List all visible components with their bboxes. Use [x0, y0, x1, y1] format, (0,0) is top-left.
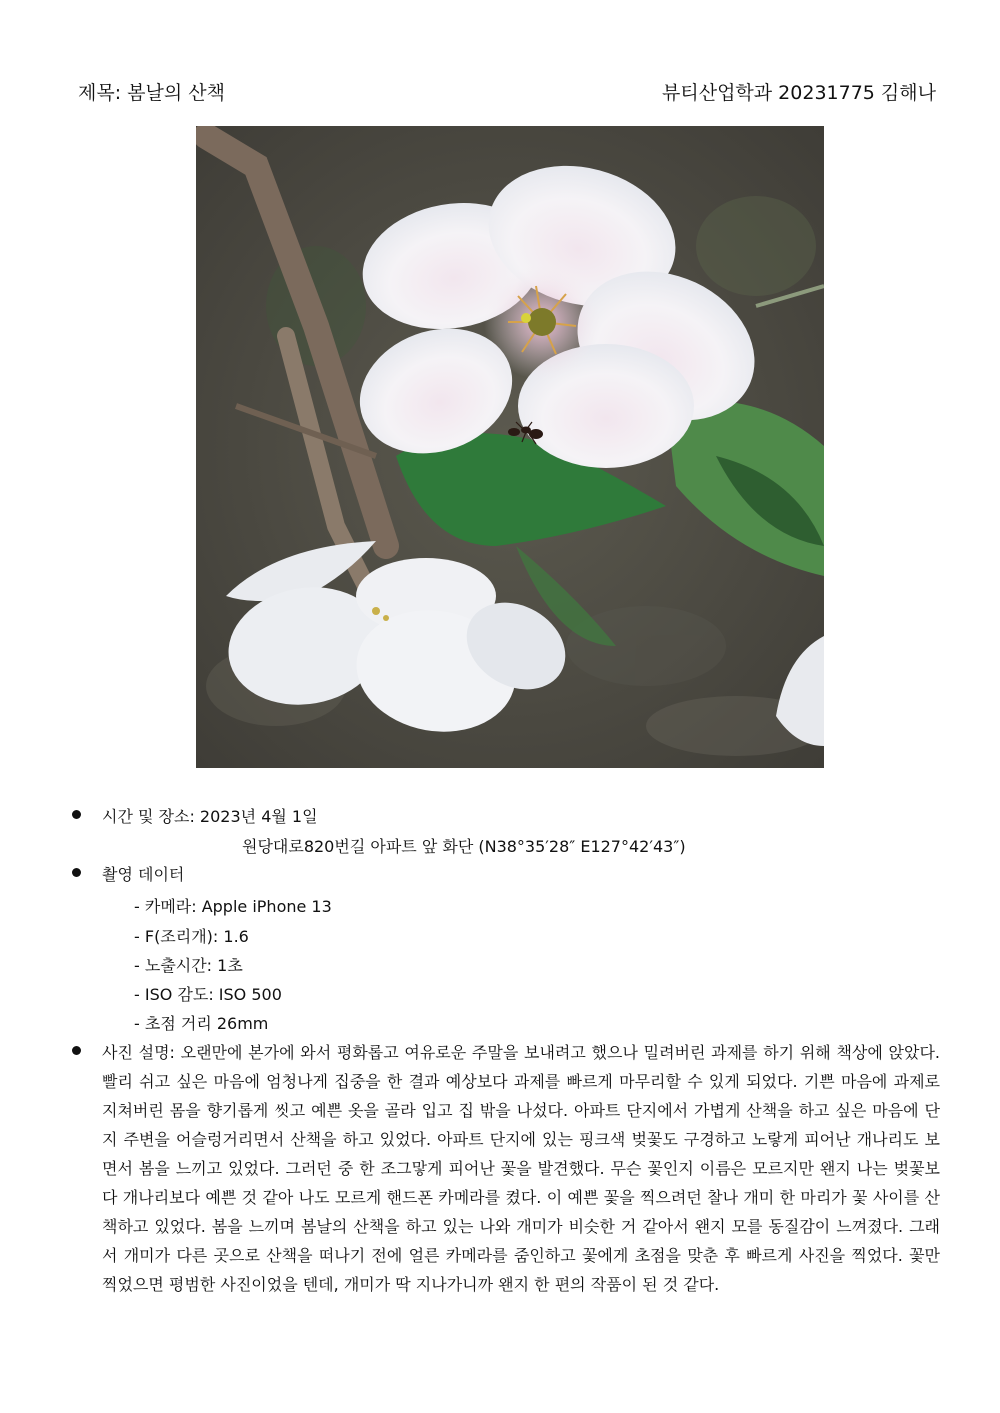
cherry-blossom-photo-icon: [196, 126, 824, 768]
aperture-text: - F(조리개): 1.6: [134, 927, 249, 946]
bullet-icon: [72, 868, 81, 877]
cherry-blossom-photo: [196, 126, 824, 768]
document-title: 제목: 봄날의 산책: [78, 82, 225, 104]
focal-text: - 초점 거리 26mm: [134, 1014, 269, 1033]
photo-description: 사진 설명: 오랜만에 본가에 와서 평화롭고 여유로운 주말을 보내려고 했으나 밀려버린 과제를 하기 위해 책상에 앉았다. 빨리 쉬고 싶은 마음에 엄청나게 집중을 한 결과 예상보다 과제를 빠르게 마무리할 수 있게 되었다. 기쁜 마음에 과제로 지쳐버린 몸을 향기롭게 씻고 예쁜 옷을 골라 입고 집 밖을 나섰다. 아파트 단지에서 가볍게 산책을 하고 싶은 마음에 단지 주변을 어슬렁거리면서 산책을 하고 있었다. 아파트 단지에 있는 핑크색 벚꽃도 구경하고 노랗게 피어난 개나리도 보면서 봄을 느끼고 있었다. 그러던 중 한 조그맣게 피어난 꽃을 발견했다. 무슨 꽃인지 이름은 모르지만 왠지 나는 벚꽃보다 개나리보다 예쁜 것 같아 나도 모르게 핸드폰 카메라를 켰다. 이 예쁜 꽃을 찍으려던 찰나 개미 한 마리가 꽃 사이를 산책하고 있었다. 봄을 느끼며 봄날의 산책을 하고 있는 나와 개미가 비슷한 거 같아서 왠지 모를 동질감이 느껴졌다. 그래서 개미가 다른 곳으로 산책을 떠나기 전에 얼른 카메라를 줌인하고 꽃에게 초점을 맞춘 후 빠르게 사진을 찍었다. 꽃만 찍었으면 평범한 사진이었을 텐데, 개미가 딱 지나가니까 왠지 한 편의 작품이 된 것 같다.: [102, 1043, 940, 1294]
author-info: 뷰티산업학과 20231775 김해나: [662, 82, 936, 104]
place-text: 원당대로820번길 아파트 앞 화단 (N38°35′28″ E127°42′43″): [242, 837, 686, 856]
camera-text: - 카메라: Apple iPhone 13: [134, 897, 332, 916]
page-header: [78, 78, 936, 110]
shooting-data-label: 촬영 데이터: [102, 865, 185, 884]
time-place-label: 시간 및 장소: 2023년 4월 1일: [102, 807, 318, 826]
exposure-text: - 노출시간: 1초: [134, 956, 243, 975]
bullet-icon: [72, 1046, 81, 1055]
iso-text: - ISO 감도: ISO 500: [134, 985, 282, 1004]
bullet-icon: [72, 810, 81, 819]
